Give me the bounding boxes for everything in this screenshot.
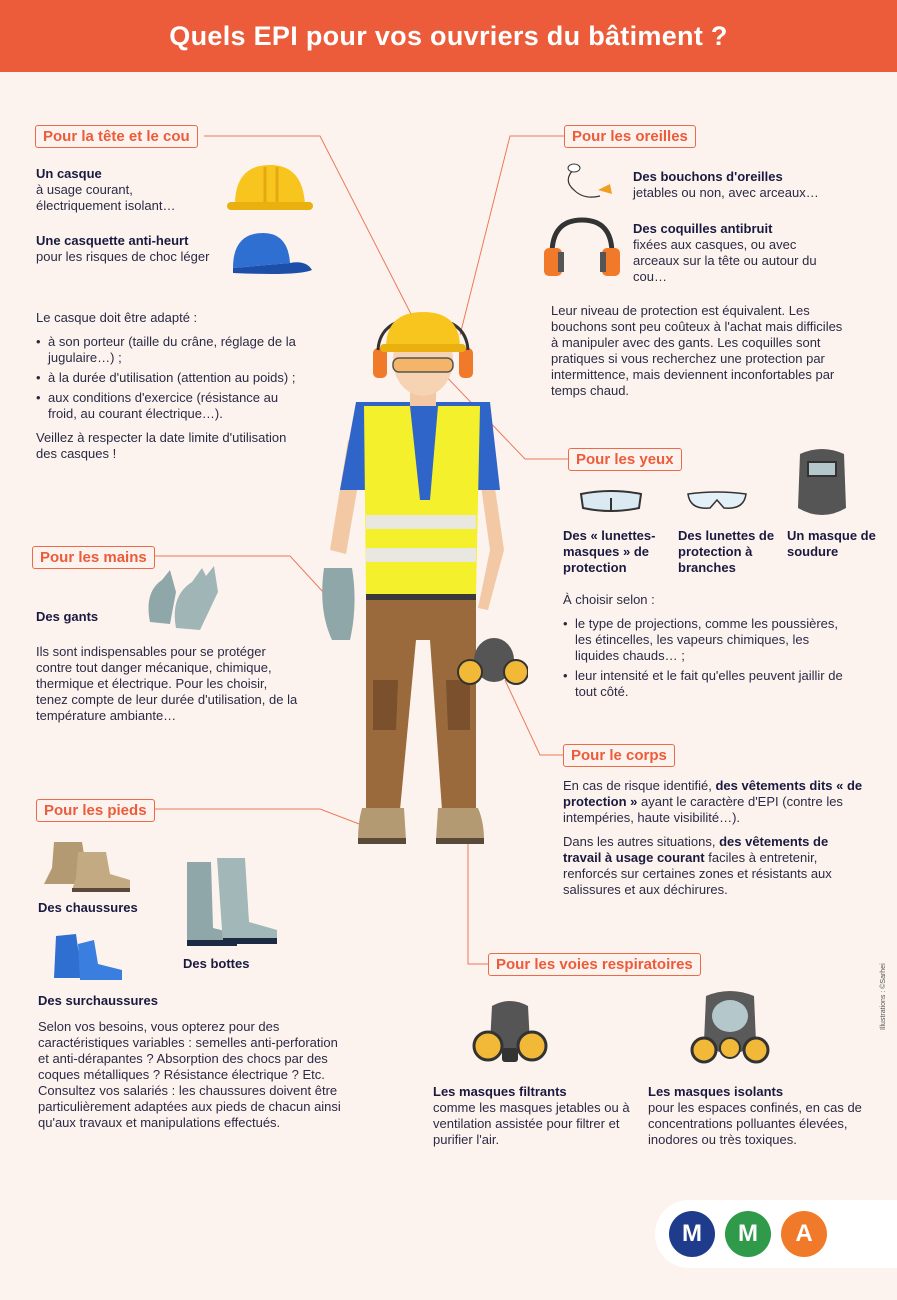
tag-corps: Pour le corps — [563, 744, 675, 767]
logo-a: A — [781, 1211, 827, 1257]
corps-text — [563, 778, 863, 906]
coquilles-desc: fixées aux casques, ou avec arceaux sur la tête ou autour du cou… — [633, 237, 817, 284]
shoes-icon — [42, 838, 134, 894]
mma-logo — [655, 1200, 897, 1268]
overshoes-icon — [50, 928, 128, 984]
bottes-label: Des bottes — [183, 956, 250, 971]
tete-note: Veillez à respecter la date limite d'utilisation des casques ! — [36, 430, 287, 461]
corps-p1-b: des vêtements dits « de protection » — [563, 778, 863, 809]
tag-mains: Pour les mains — [32, 546, 155, 569]
tete-bullet: • à son porteur (taille du crâne, réglage de la jugulaire…) ; — [36, 334, 296, 366]
tete-intro: Le casque doit être adapté : — [36, 310, 198, 325]
bouchons-item — [633, 169, 883, 201]
casque-item — [36, 166, 206, 214]
corps-p1-a: En cas de risque identifié, — [563, 778, 716, 793]
bouchons-desc: jetables ou non, avec arceaux… — [633, 185, 819, 200]
casque-title: Un casque — [36, 166, 102, 181]
cap-icon — [228, 228, 314, 278]
corps-p2-a: Dans les autres situations, — [563, 834, 720, 849]
yeux-bullet: • le type de projections, comme les poussières, les étincelles, les vapeurs chimiques, les liquides chauds… ; — [563, 616, 853, 664]
tete-text — [36, 310, 296, 470]
corps-p2-c: faciles à entretenir, renforcés sur certaines zones et résistants aux salissures et aux déchirures. — [563, 850, 832, 897]
filtrants-desc: comme les masques jetables ou à ventilation assistée pour filtrer et purifier l'air. — [433, 1100, 630, 1147]
worker-illustration — [318, 310, 528, 850]
safety-glasses-icon — [684, 488, 750, 514]
hard-hat-icon — [225, 160, 315, 215]
yeux-item3: Un masque de soudure — [787, 528, 876, 559]
tete-bullets — [36, 334, 296, 422]
earplugs-icon — [560, 160, 620, 208]
chaussures-label: Des chaussures — [38, 900, 138, 915]
isolants-item — [648, 1084, 878, 1148]
tag-respi: Pour les voies respiratoires — [488, 953, 701, 976]
yeux-bullet: • leur intensité et le fait qu'elles peuvent jaillir de tout côté. — [563, 668, 853, 700]
earmuffs-icon — [542, 216, 622, 280]
pieds-text: Selon vos besoins, vous opterez pour des caractéristiques variables : semelles anti-perforation et anti-dérapantes ? Absorption des chocs par des coques métalliques ? Résistance électrique ? Etc. Consultez vos salariés : les chaussures doivent être particulièrement adaptées aux pieds de chacun ainsi qu'aux travaux et manipulations effectués. — [38, 1019, 341, 1130]
oreilles-text: Leur niveau de protection est équivalent. Les bouchons sont peu coûteux à l'achat mais difficiles à manipuler avec des gants. Les coquilles sont pratiques si vous recherchez une protection par intermittence, mais deviennent inconfortables par temps chaud. — [551, 303, 843, 398]
filtrants-title: Les masques filtrants — [433, 1084, 567, 1099]
full-face-mask-icon — [690, 986, 770, 1072]
filter-mask-icon — [472, 996, 548, 1068]
casquette-title: Une casquette anti-heurt — [36, 233, 189, 248]
logo-m2: M — [725, 1211, 771, 1257]
mains-text: Ils sont indispensables pour se protéger contre tout danger mécanique, chimique, thermique et électrique. Pour les choisir, tenez compte de leur durée d'utilisation, de la température ambiante… — [36, 644, 298, 723]
yeux-text — [563, 592, 853, 704]
tag-oreilles: Pour les oreilles — [564, 125, 696, 148]
corps-p1-c: ayant le caractère d'EPI (contre les intempéries, haute visibilité…). — [563, 794, 843, 825]
yeux-intro: À choisir selon : — [563, 592, 655, 607]
gloves-icon — [140, 562, 230, 636]
isolants-title: Les masques isolants — [648, 1084, 784, 1099]
casquette-desc: pour les risques de choc léger — [36, 249, 210, 264]
yeux-bullets — [563, 616, 853, 700]
page-title: Quels EPI pour vos ouvriers du bâtiment ? — [169, 20, 728, 51]
illustration-credit: Illustrations : ©Sarhei — [880, 963, 887, 1030]
tag-yeux: Pour les yeux — [568, 448, 682, 471]
casque-desc: à usage courant, électriquement isolant… — [36, 182, 176, 213]
yeux-item2: Des lunettes de protection à branches — [678, 528, 775, 575]
coquilles-title: Des coquilles antibruit — [633, 221, 773, 236]
yeux-item1: Des « lunettes-masques » de protection — [563, 528, 656, 575]
casquette-item — [36, 233, 216, 265]
tag-pieds: Pour les pieds — [36, 799, 155, 822]
gants-label: Des gants — [36, 609, 99, 624]
welding-mask-icon — [792, 444, 852, 520]
isolants-desc: pour les espaces confinés, en cas de concentrations polluantes élevées, inodores ou très toxiques. — [648, 1100, 862, 1147]
goggles-icon — [576, 486, 646, 516]
bouchons-title: Des bouchons d'oreilles — [633, 169, 783, 184]
filtrants-item — [433, 1084, 633, 1148]
logo-m1: M — [669, 1211, 715, 1257]
coquilles-item — [633, 221, 833, 285]
corps-p2-b: des vêtements de travail à usage courant — [563, 834, 829, 865]
tete-bullet: • aux conditions d'exercice (résistance au froid, au courant électrique…). — [36, 390, 296, 422]
boots-icon — [183, 856, 283, 948]
tag-tete: Pour la tête et le cou — [35, 125, 198, 148]
tete-bullet: • à la durée d'utilisation (attention au poids) ; — [36, 370, 296, 386]
surchaussures-label: Des surchaussures — [38, 993, 158, 1008]
